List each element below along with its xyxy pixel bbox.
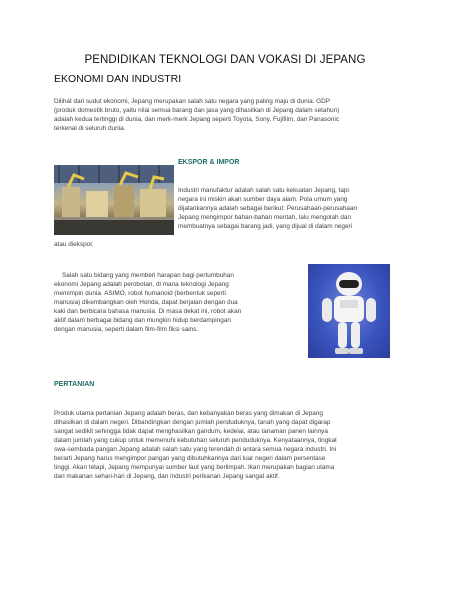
asimo-robot-photo — [308, 264, 390, 358]
pertanian-line: dari makanan sehari-hari di Jepang, dan industri perikanan Jepang sangat aktif. — [54, 473, 280, 480]
robot-illustration — [308, 264, 390, 358]
factory-photo — [54, 165, 174, 235]
robot-line: memimpin dunia. ASIMO, robot humanoid (berbentuk seperti — [54, 290, 226, 297]
intro-line: (produk domestik bruto, yaitu nilai semua barang dan jasa yang dihasilkan di Jepang dalam setahun) — [54, 107, 340, 114]
pertanian-line: Produk utama pertanian Jepang adalah beras, dan kebanyakan beras yang dimakan di Jepang — [54, 410, 323, 417]
ekspor-line-wrap: atau diekspor. — [54, 241, 94, 248]
ekspor-paragraph — [178, 186, 398, 231]
intro-line: terkenal di seluruh dunia. — [54, 125, 126, 132]
pertanian-paragraph — [54, 409, 399, 481]
pertanian-line: dihasilkan di dalam negeri. Dibandingkan dengan jumlah penduduknya, tanah yang dapat digarap — [54, 419, 331, 426]
ekspor-line: negara ini miskin akan sumber daya alam. Pola umum yang — [178, 196, 348, 203]
robot-line: dengan manusia, seperti dalam film-film fiksi sains. — [54, 326, 199, 333]
ekspor-line: Jepang mengimpor bahan-bahan mentah, lalu mengolah dan — [178, 214, 352, 221]
robot-line: manusia) dikembangkan oleh Honda, dapat berjalan dengan dua — [54, 299, 238, 306]
factory-illustration — [54, 165, 174, 235]
intro-line: adalah kedua tertinggi di dunia, dan merk-merk Jepang seperti Toyota, Sony, Fujifilm, dan Panasonic — [54, 116, 340, 123]
robot-paragraph — [54, 271, 304, 334]
document-title: PENDIDIKAN TEKNOLOGI DAN VOKASI DI JEPANG — [84, 54, 366, 66]
ekspor-line: membuatnya sebagai barang jadi, yang dijual di dalam negeri — [178, 223, 353, 230]
pertanian-line: berarti Jepang harus mengimpor pangan yang dibutuhkannya dari luar negeri dalam persentase — [54, 455, 326, 462]
robot-line: kaki dan berbicara bahasa manusia. Di masa dekat ini, robot akan — [54, 308, 242, 315]
robot-line: aktif dalam berbagai bidang dan mungkin hidup berdampingan — [54, 317, 231, 324]
pertanian-heading: PERTANIAN — [54, 381, 95, 388]
section-title: EKONOMI DAN INDUSTRI — [54, 73, 182, 85]
robot-line: Salah satu bidang yang memberi harapan bagi pertumbuhan — [62, 272, 234, 279]
ekspor-line: dijalankannya adalah sebagai berikut: Perusahaan-perusahaan — [178, 205, 358, 212]
intro-line: Dilihat dari sudut ekonomi, Jepang merupakan salah satu negara yang paling maju di dunia. GDP — [54, 98, 331, 105]
pertanian-line: sangat sedikit sehingga tidak dapat menghasilkan gandum, kedelai, atau tanaman panen lainnya — [54, 428, 328, 435]
pertanian-line: dalam jumlah yang cukup untuk memenuhi kebutuhan seluruh penduduknya. Kenyataannya, tingkat — [54, 437, 337, 444]
robot-line: ekonomi Jepang adalah perobotan, di mana teknologi Jepang — [54, 281, 229, 288]
intro-paragraph — [54, 97, 399, 133]
pertanian-line: swa-sembada pangan Jepang adalah salah satu yang terendah di antara semua negara industri. Ini — [54, 446, 337, 453]
ekspor-line: Industri manufaktur adalah salah satu kekuatan Jepang, tapi — [178, 187, 349, 194]
ekspor-heading: EKSPOR & IMPOR — [178, 159, 240, 166]
pertanian-line: tinggi. Akan tetapi, Jepang mempunyai sumber laut yang berlimpah. Ikan merupakan bagian utama — [54, 464, 335, 471]
